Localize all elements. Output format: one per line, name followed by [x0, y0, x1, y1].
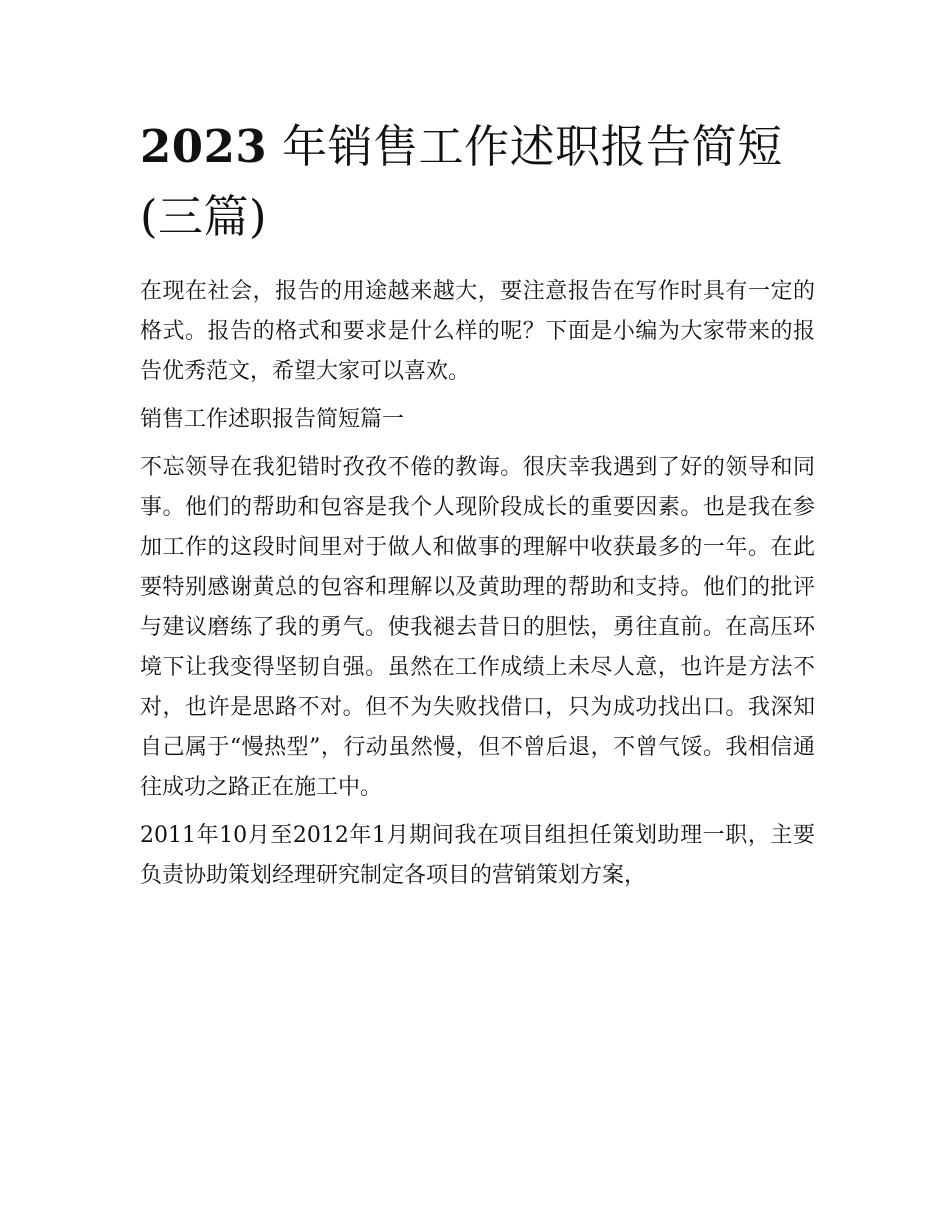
title-year: 2023	[140, 120, 268, 173]
body-paragraph-2: 2011年10月至2012年1月期间我在项目组担任策划助理一职，主要负责协助策划经理研究制定各项目的营销策划方案，	[140, 823, 815, 888]
section-heading: 销售工作述职报告简短篇一	[140, 407, 405, 432]
document-title	[140, 112, 815, 252]
title-text: 年销售工作述职报告简短(三篇)	[140, 120, 783, 243]
document-page	[140, 112, 815, 896]
intro-paragraph: 在现在社会，报告的用途越来越大，要注意报告在写作时具有一定的格式。报告的格式和要求是什么样的呢？下面是小编为大家带来的报告优秀范文，希望大家可以喜欢。	[140, 279, 815, 384]
body-paragraph-1: 不忘领导在我犯错时孜孜不倦的教诲。很庆幸我遇到了好的领导和同事。他们的帮助和包容是我个人现阶段成长的重要因素。也是我在参加工作的这段时间里对于做人和做事的理解中收获最多的一年。在此要特别感谢黄总的包容和理解以及黄助理的帮助和支持。他们的批评与建议磨练了我的勇气。使我褪去昔日的胆怯，勇往直前。在高压环境下让我变得坚韧自强。虽然在工作成绩上未尽人意，也许是方法不对，也许是思路不对。但不为失败找借口，只为成功找出口。我深知自己属于“慢热型”，行动虽然慢，但不曾后退，不曾气馁。我相信通往成功之路正在施工中。	[140, 455, 815, 800]
